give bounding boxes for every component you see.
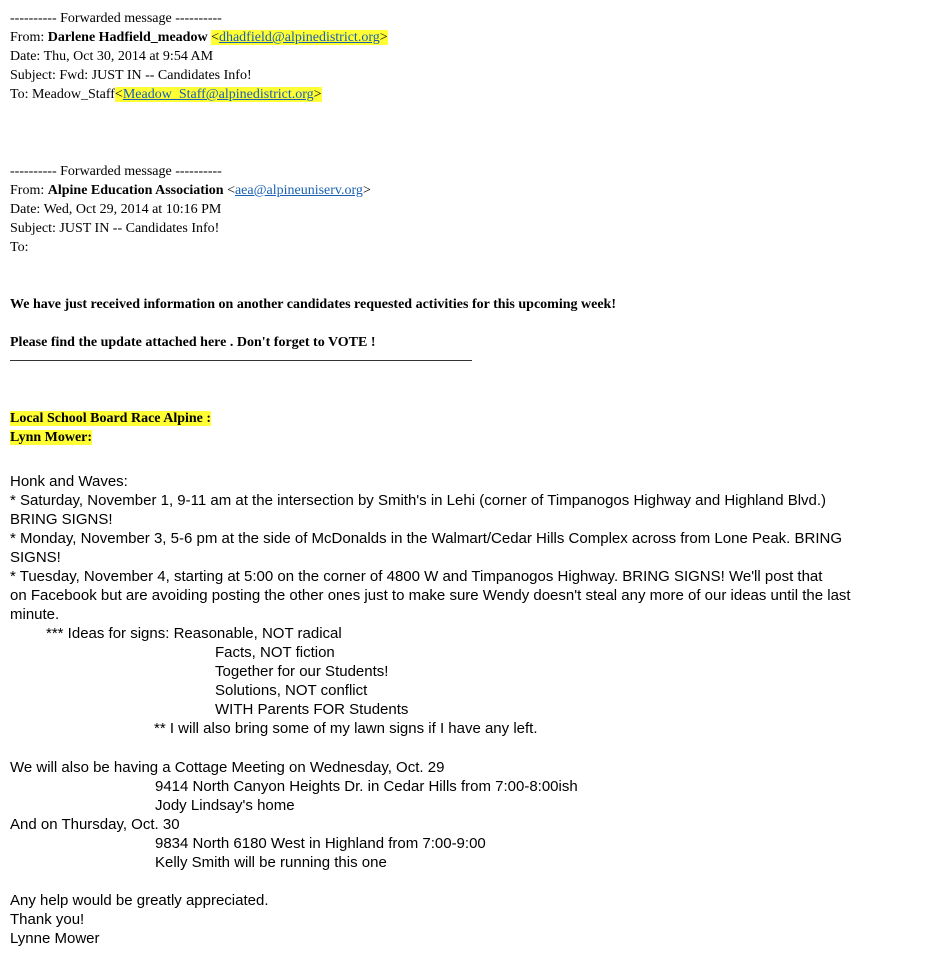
honk-item-2a: * Monday, November 3, 5-6 pm at the side of McDonalds in the Walmart/Cedar Hills Complex across from Lone Peak. BRING xyxy=(10,530,842,547)
idea-item: WITH Parents FOR Students xyxy=(215,701,409,718)
closing-help: Any help would be greatly appreciated. xyxy=(10,892,269,909)
signature: Lynne Mower xyxy=(10,930,100,947)
forward-header-1: ---------- Forwarded message ---------- xyxy=(10,11,222,26)
idea-item: Together for our Students! xyxy=(215,663,389,680)
sender-name: Darlene Hadfield_meadow xyxy=(47,30,208,45)
from-label: From: xyxy=(10,30,45,45)
honk-heading: Honk and Waves: xyxy=(10,473,128,490)
race-title: Local School Board Race Alpine : xyxy=(10,411,212,426)
to-line-1: To: Meadow_Staff<Meadow_Staff@alpinedistrict.org> xyxy=(10,87,322,102)
sender-name: Alpine Education Association xyxy=(47,183,224,198)
intro-line-1: We have just received information on another candidates requested activities for this upcoming week! xyxy=(10,297,616,312)
closing-thanks: Thank you! xyxy=(10,911,85,928)
meeting-2-host: Kelly Smith will be running this one xyxy=(155,854,387,871)
honk-item-3a: * Tuesday, November 4, starting at 5:00 on the corner of 4800 W and Timpanogos Highway. BRING SIGNS! We'll post that xyxy=(10,568,823,585)
recipient-email-link[interactable]: Meadow_Staff@alpinedistrict.org xyxy=(122,87,314,102)
meeting-1-home: Jody Lindsay's home xyxy=(155,797,295,814)
meeting-intro-1: We will also be having a Cottage Meeting on Wednesday, Oct. 29 xyxy=(10,759,445,776)
from-line-1: From: Darlene Hadfield_meadow <dhadfield@alpinedistrict.org> xyxy=(10,30,388,45)
honk-item-2b: SIGNS! xyxy=(10,549,61,566)
honk-item-1a: * Saturday, November 1, 9-11 am at the intersection by Smith's in Lehi (corner of Timpanogos Highway and Highland Blvd.) xyxy=(10,492,827,509)
meeting-intro-2: And on Thursday, Oct. 30 xyxy=(10,816,180,833)
subject-line-2: Subject: JUST IN -- Candidates Info! xyxy=(10,221,220,236)
intro-line-2: Please find the update attached here . Don't forget to VOTE ! xyxy=(10,335,376,350)
date-line-2: Date: Wed, Oct 29, 2014 at 10:16 PM xyxy=(10,202,222,217)
separator-rule xyxy=(10,360,472,361)
sender-email-link[interactable]: aea@alpineuniserv.org xyxy=(234,183,363,198)
idea-item: Solutions, NOT conflict xyxy=(215,682,368,699)
honk-item-3c: minute. xyxy=(10,606,60,623)
ideas-lead: *** Ideas for signs: Reasonable, NOT radical xyxy=(46,625,342,642)
sender-email-link[interactable]: dhadfield@alpinedistrict.org xyxy=(218,30,380,45)
forward-header-2: ---------- Forwarded message ---------- xyxy=(10,164,222,179)
from-line-2: From: Alpine Education Association <aea@alpineuniserv.org> xyxy=(10,183,371,198)
subject-line-1: Subject: Fwd: JUST IN -- Candidates Info! xyxy=(10,68,252,83)
honk-item-1b: BRING SIGNS! xyxy=(10,511,113,528)
lawn-signs-note: ** I will also bring some of my lawn signs if I have any left. xyxy=(154,720,538,737)
meeting-2-address: 9834 North 6180 West in Highland from 7:00-9:00 xyxy=(155,835,486,852)
from-label: From: xyxy=(10,183,45,198)
candidate-name: Lynn Mower: xyxy=(10,430,93,445)
date-line-1: Date: Thu, Oct 30, 2014 at 9:54 AM xyxy=(10,49,214,64)
to-line-2: To: xyxy=(10,240,29,255)
meeting-1-address: 9414 North Canyon Heights Dr. in Cedar Hills from 7:00-8:00ish xyxy=(155,778,578,795)
honk-item-3b: on Facebook but are avoiding posting the other ones just to make sure Wendy doesn't steal any more of our ideas until the last xyxy=(10,587,851,604)
to-label: To: Meadow_Staff xyxy=(10,87,115,102)
idea-item: Facts, NOT fiction xyxy=(215,644,335,661)
